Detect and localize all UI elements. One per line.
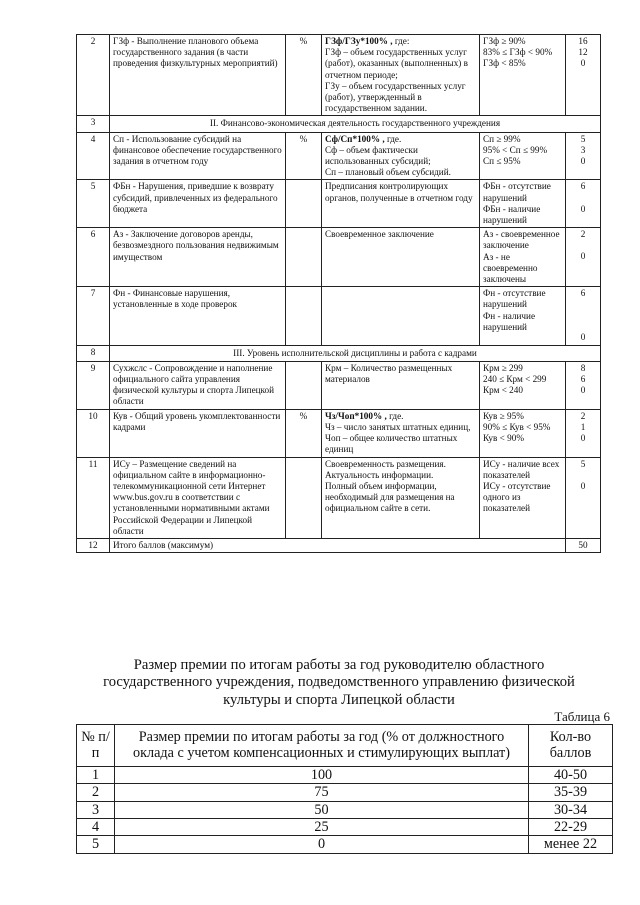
row-number: 5 <box>77 180 110 228</box>
points-value: 0 <box>580 433 586 444</box>
indicator-points <box>566 180 601 228</box>
header-points: Кол-во баллов <box>529 725 613 767</box>
bonus-row-number: 3 <box>77 801 115 818</box>
indicator-criteria <box>480 180 566 228</box>
bonus-row-percent: 25 <box>115 819 529 836</box>
criterion-line: Фн - отсутствие нарушений <box>483 288 546 310</box>
points-value: 1 <box>580 421 586 432</box>
indicator-name: ИСу – Размещение сведений на официальном сайте в информационно-телекоммуникационной сети Интернет www.bus.gov.ru в соответствии с установленными нормативными актами Российской Федерации и Липецкой области <box>110 457 286 538</box>
indicator-unit: % <box>286 409 322 457</box>
bonus-row-number: 1 <box>77 766 115 783</box>
criterion-line: 90% ≤ Кув < 95% <box>483 421 551 432</box>
formula-line: Сп – плановый объем субсидий. <box>325 167 451 178</box>
indicator-points <box>566 132 601 180</box>
points-value: 0 <box>580 385 586 396</box>
points-value: 6 <box>580 374 586 385</box>
criterion-line: Кув ≥ 95% <box>483 410 524 421</box>
criterion-line: ИСу - отсутствие одного из показателей <box>483 480 551 514</box>
points-value: 0 <box>580 203 586 214</box>
formula-line: ГЗф – объем государственных услуг (работ), оказанных (выполненных) в отчетном периоде; <box>325 47 468 80</box>
table-row <box>77 766 613 783</box>
row-number: 6 <box>77 228 110 287</box>
formula-line: где: <box>394 36 410 46</box>
indicator-criteria <box>480 457 566 538</box>
points-value: 5 <box>580 458 586 469</box>
indicator-criteria <box>480 409 566 457</box>
indicator-formula <box>322 180 480 228</box>
indicator-points <box>566 35 601 116</box>
formula-line: Предписания контролирующих органов, полученные в отчетном году <box>325 181 473 203</box>
row-number: 2 <box>77 35 110 116</box>
table-row <box>77 801 613 818</box>
section-row <box>77 116 601 132</box>
total-label: Итого баллов (максимум) <box>110 538 566 552</box>
formula-line: где. <box>386 133 402 144</box>
indicator-points <box>566 409 601 457</box>
points-value: 2 <box>580 229 586 240</box>
indicator-unit <box>286 457 322 538</box>
formula-line: Чоп – общее количество штатных единиц <box>325 433 458 455</box>
bonus-row-percent: 100 <box>115 766 529 783</box>
section-row <box>77 345 601 361</box>
indicator-name: Сп - Использование субсидий на финансовое обеспечение государственного задания в отчетном году <box>110 132 286 180</box>
row-number: 8 <box>77 345 110 361</box>
row-number: 9 <box>77 361 110 409</box>
points-value: 16 <box>578 36 588 46</box>
bonus-row-number: 2 <box>77 784 115 801</box>
points-value: 0 <box>580 332 586 343</box>
indicator-criteria <box>480 287 566 345</box>
indicator-name: ГЗф - Выполнение планового объема государственного задания (в части проведения физкультурных мероприятий) <box>110 35 286 116</box>
indicator-unit <box>286 180 322 228</box>
indicator-formula <box>322 228 480 287</box>
row-number: 10 <box>77 409 110 457</box>
indicator-unit <box>286 228 322 287</box>
indicator-unit <box>286 361 322 409</box>
bonus-row-number: 5 <box>77 836 115 853</box>
table-row <box>77 287 601 345</box>
formula-expression: Чз/Чоп*100% , <box>325 410 387 421</box>
points-value: 6 <box>580 288 586 299</box>
indicator-unit <box>286 287 322 345</box>
indicator-criteria <box>480 228 566 287</box>
points-value: 6 <box>580 181 586 192</box>
criterion-line: Аз - не своевременно заключены <box>483 251 538 285</box>
formula-line: Своевременность размещения. <box>325 458 446 469</box>
formula-expression: ГЗф/ГЗу*100% , <box>325 36 393 46</box>
indicator-formula <box>322 287 480 345</box>
indicator-name: Кув - Общий уровень укомплектованности кадрами <box>110 409 286 457</box>
indicator-formula <box>322 457 480 538</box>
table-row <box>77 132 601 180</box>
table-row <box>77 409 601 457</box>
bonus-row-points: 30-34 <box>529 801 613 818</box>
section-title: III. Уровень исполнительской дисциплины и работа с кадрами <box>110 345 601 361</box>
table-row <box>77 228 601 287</box>
points-value: 12 <box>578 47 588 58</box>
formula-line: Актуальность информации. <box>325 469 434 480</box>
formula-line: ГЗу – объем государственных услуг (работ), утвержденный в государственном задании. <box>325 80 466 114</box>
indicator-name: Аз - Заключение договоров аренды, безвозмездного пользования недвижимым имуществом <box>110 228 286 287</box>
bonus-row-points: 40-50 <box>529 766 613 783</box>
criterion-line: ГЗф < 85% <box>483 58 526 69</box>
bonus-row-points: 22-29 <box>529 819 613 836</box>
formula-line: Полный объем информации, необходимый для размещения на официальном сайте в сети. <box>325 480 455 514</box>
points-value: 0 <box>580 480 586 491</box>
indicator-criteria <box>480 35 566 116</box>
row-number: 11 <box>77 457 110 538</box>
criterion-line: ФБн - наличие нарушений <box>483 203 541 226</box>
indicator-name: Сухжслс - Сопровождение и наполнение официального сайта управления физической культуры и спорта Липецкой области <box>110 361 286 409</box>
criterion-line: Сп ≤ 95% <box>483 156 521 167</box>
table-row <box>77 361 601 409</box>
row-number: 12 <box>77 538 110 552</box>
header-number: № п/п <box>77 725 115 767</box>
bonus-heading: Размер премии по итогам работы за год руководителю областного государственного учреждения, подведомственного управлению физической культуры и спорта Липецкой области <box>103 657 575 708</box>
bonus-row-percent: 0 <box>115 836 529 853</box>
criterion-line: 240 ≤ Крм < 299 <box>483 374 547 385</box>
indicator-criteria <box>480 132 566 180</box>
indicator-points <box>566 457 601 538</box>
indicator-criteria <box>480 361 566 409</box>
points-value: 3 <box>580 144 586 155</box>
bonus-row-percent: 50 <box>115 801 529 818</box>
table-row <box>77 538 601 552</box>
section-title: II. Финансово-экономическая деятельность государственного учреждения <box>110 116 601 132</box>
formula-line: Чз – число занятых штатных единиц, <box>325 421 471 432</box>
formula-line: Крм – Количество размещенных материалов <box>325 362 453 385</box>
criterion-line: Фн - наличие нарушений <box>483 310 536 332</box>
table-row <box>77 819 613 836</box>
formula-line: Своевременное заключение <box>325 229 434 240</box>
criterion-line: 83% ≤ ГЗф < 90% <box>483 47 553 58</box>
indicator-points <box>566 361 601 409</box>
indicator-unit: % <box>286 132 322 180</box>
indicator-formula <box>322 132 480 180</box>
criterion-line: ИСу - наличие всех показателей <box>483 458 560 480</box>
formula-line: где. <box>389 410 404 421</box>
table-row <box>77 784 613 801</box>
criterion-line: ФБн - отсутствие нарушений <box>483 181 551 203</box>
bonus-table <box>76 724 613 854</box>
indicator-points <box>566 228 601 287</box>
criterion-line: Крм < 240 <box>483 385 523 396</box>
points-value: 8 <box>580 362 586 373</box>
total-points: 50 <box>566 538 601 552</box>
formula-line: Сф – объем фактически использованных субсидий; <box>325 144 431 167</box>
points-value: 0 <box>580 156 586 167</box>
bonus-row-percent: 75 <box>115 784 529 801</box>
indicator-name: ФБн - Нарушения, приведшие к возврату субсидий, привлеченных из федерального бюджета <box>110 180 286 228</box>
table-label: Таблица 6 <box>554 709 610 724</box>
bonus-row-points: 35-39 <box>529 784 613 801</box>
indicator-unit: % <box>286 35 322 116</box>
criterion-line: Крм ≥ 299 <box>483 362 523 373</box>
criterion-line: Аз - своевременное заключение <box>483 229 560 251</box>
table-row <box>77 836 613 853</box>
row-number: 3 <box>77 116 110 132</box>
bonus-table-header-row <box>77 725 613 767</box>
points-value: 0 <box>580 251 586 262</box>
criterion-line: Кув < 90% <box>483 433 524 444</box>
points-value: 5 <box>580 133 586 144</box>
row-number: 4 <box>77 132 110 180</box>
bonus-row-number: 4 <box>77 819 115 836</box>
indicators-table <box>76 34 601 553</box>
criterion-line: 95% < Сп ≤ 99% <box>483 144 548 155</box>
table-row <box>77 180 601 228</box>
indicator-formula <box>322 35 480 116</box>
table-row <box>77 457 601 538</box>
indicator-formula <box>322 361 480 409</box>
header-bonus-size: Размер премии по итогам работы за год (% от должностного оклада с учетом компенсационных и стимулирующих выплат) <box>115 725 529 767</box>
row-number: 7 <box>77 287 110 345</box>
indicator-formula <box>322 409 480 457</box>
indicator-points <box>566 287 601 345</box>
criterion-line: Сп ≥ 99% <box>483 133 521 144</box>
indicator-name: Фн - Финансовые нарушения, установленные в ходе проверок <box>110 287 286 345</box>
indicators-table-body <box>77 35 601 553</box>
criterion-line: ГЗф ≥ 90% <box>483 36 526 46</box>
bonus-row-points: менее 22 <box>529 836 613 853</box>
points-value: 2 <box>580 410 586 421</box>
points-value: 0 <box>580 58 586 69</box>
formula-expression: Сф/Сп*100% , <box>325 133 385 144</box>
table-row <box>77 35 601 116</box>
